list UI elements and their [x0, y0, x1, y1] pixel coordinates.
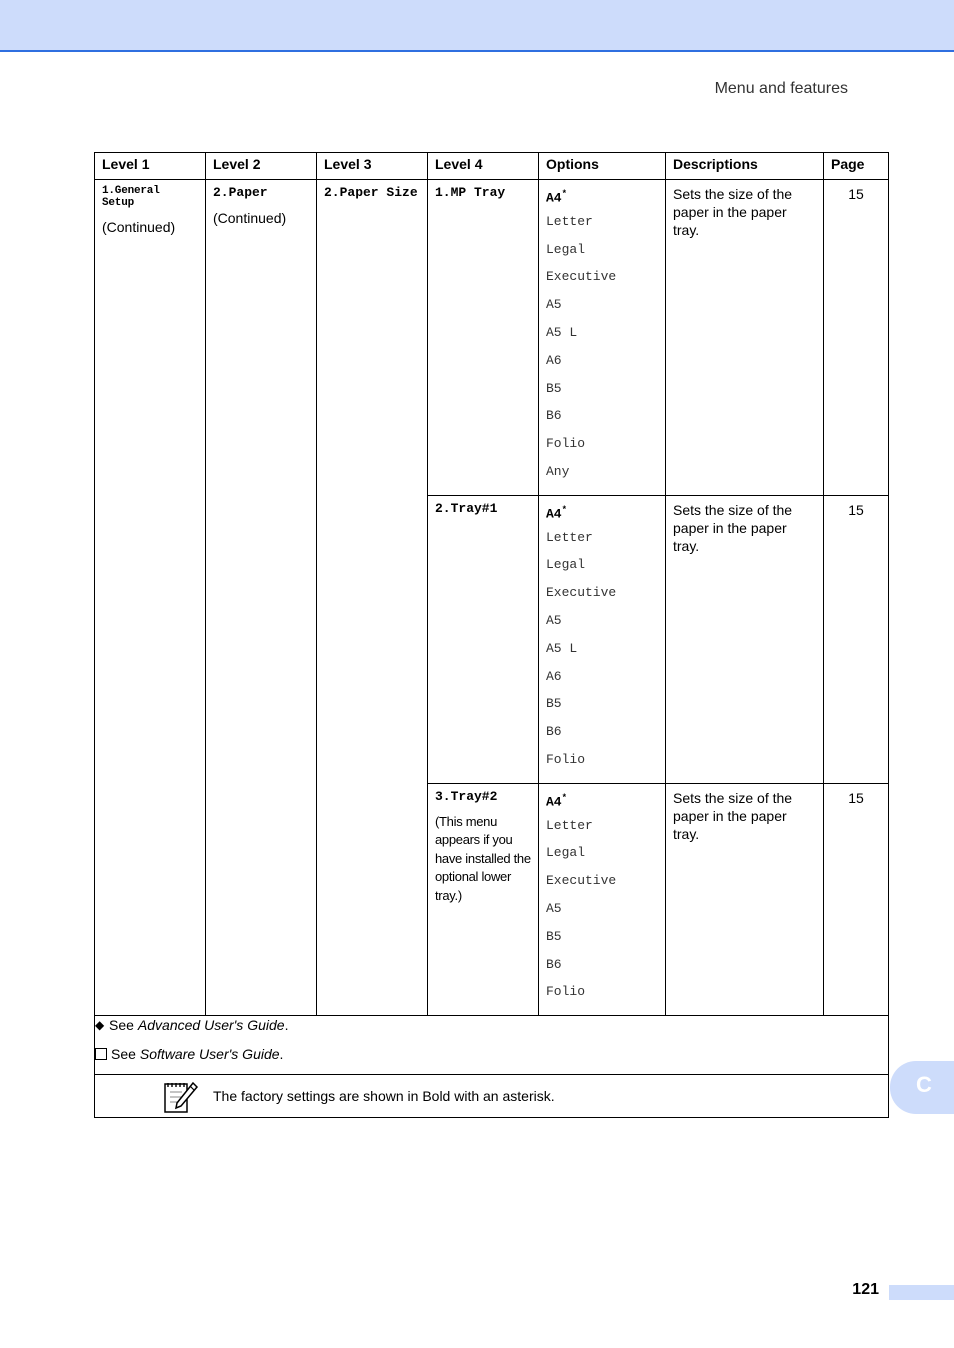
note-pencil-icon: [163, 1080, 199, 1114]
page-cell: [824, 180, 889, 496]
option-label: A4: [546, 794, 562, 810]
option-label: B5: [546, 928, 562, 944]
option-item: [546, 435, 658, 463]
option-item: [546, 844, 658, 872]
option-item: [546, 296, 658, 324]
description-text: Sets the size of the paper in the paper tray.: [673, 501, 793, 554]
note-row: [95, 1075, 889, 1118]
option-label: Executive: [546, 269, 617, 285]
option-item: [546, 529, 658, 557]
page-cell: [824, 783, 889, 1015]
page-ref: 15: [848, 501, 864, 518]
option-item: [546, 956, 658, 984]
option-item: [546, 900, 658, 928]
options-cell: [539, 180, 666, 496]
checkbox-square-icon: [95, 1048, 107, 1060]
option-item: [546, 241, 658, 269]
page-ref: 15: [848, 789, 864, 806]
top-header-band: [0, 0, 954, 52]
option-label: B6: [546, 724, 562, 740]
legend-prefix: See: [109, 1017, 134, 1034]
option-item: [546, 463, 658, 491]
option-label: Letter: [546, 213, 593, 229]
option-item: [546, 751, 658, 779]
legend-guide-name: Advanced User's Guide: [137, 1017, 285, 1034]
option-item: [546, 352, 658, 380]
page-cell: [824, 495, 889, 783]
default-asterisk: *: [561, 504, 568, 515]
option-label: A5: [546, 297, 562, 313]
description-cell: [666, 783, 824, 1015]
description-text: Sets the size of the paper in the paper tray.: [673, 186, 793, 238]
level1-cell: [95, 180, 206, 1016]
option-label: A6: [546, 352, 562, 368]
level4-label: 3.Tray#2: [435, 788, 498, 804]
option-item: [546, 723, 658, 751]
options-cell: [539, 783, 666, 1015]
default-asterisk: *: [561, 189, 568, 199]
level1-continued: (Continued): [102, 219, 176, 235]
option-item: [546, 695, 658, 723]
level4-cell: [428, 180, 539, 496]
option-item: [546, 584, 658, 612]
column-header: Level 2: [206, 153, 317, 180]
option-item: [546, 928, 658, 956]
option-label: Letter: [546, 529, 593, 545]
level4-cell: [428, 495, 539, 783]
level2-cell: [206, 180, 317, 1016]
option-item: [546, 817, 658, 845]
option-label: B5: [546, 696, 562, 712]
level4-label: 2.Tray#1: [435, 500, 498, 516]
option-item-default: [546, 501, 658, 529]
column-header: Level 4: [428, 153, 539, 180]
legend-advanced: [95, 1016, 888, 1034]
level1-label: 1.General Setup: [102, 185, 160, 209]
option-item: [546, 872, 658, 900]
legend-software: [95, 1045, 888, 1063]
column-header: Descriptions: [666, 153, 824, 180]
level4-cell: [428, 783, 539, 1015]
option-item: [546, 612, 658, 640]
option-label: B5: [546, 380, 562, 396]
option-item: [546, 983, 658, 1011]
option-label: Folio: [546, 751, 586, 767]
level2-label: 2.Paper: [213, 185, 268, 200]
option-label: A5: [546, 612, 562, 628]
description-text: Sets the size of the paper in the paper tray.: [673, 789, 793, 842]
option-item-default: [546, 185, 658, 213]
level4-label: 1.MP Tray: [435, 185, 506, 200]
option-item-default: [546, 789, 658, 817]
option-label: A4: [546, 506, 562, 522]
running-header: Menu and features: [714, 80, 848, 97]
note-cell: [95, 1075, 889, 1118]
option-label: Letter: [546, 817, 593, 833]
option-item: [546, 213, 658, 241]
option-label: Any: [546, 463, 570, 479]
column-header: Options: [539, 153, 666, 180]
diamond-icon: ◆: [95, 1018, 105, 1033]
legend-prefix: See: [111, 1046, 136, 1063]
options-cell: [539, 495, 666, 783]
option-item: [546, 556, 658, 584]
menu-table: [94, 152, 889, 1118]
legend-suffix: .: [284, 1017, 289, 1034]
legend-guide-name: Software User's Guide: [139, 1046, 280, 1063]
option-label: A5: [546, 900, 562, 916]
legend-cell: [95, 1016, 889, 1075]
level3-label: 2.Paper Size: [324, 185, 418, 200]
level2-continued: (Continued): [213, 210, 287, 226]
column-header: Level 3: [317, 153, 428, 180]
note-text: The factory settings are shown in Bold with an asterisk.: [213, 1088, 555, 1105]
chapter-letter: C: [916, 1072, 932, 1097]
option-item: [546, 640, 658, 668]
option-item: [546, 268, 658, 296]
option-label: A6: [546, 668, 562, 684]
option-label: B6: [546, 956, 562, 972]
chapter-tab: [890, 1061, 954, 1114]
legend-row: [95, 1016, 889, 1075]
option-label: Legal: [546, 557, 586, 573]
option-label: A4: [546, 190, 562, 206]
options-list: [546, 185, 658, 491]
page-number-bar: [889, 1285, 954, 1300]
description-cell: [666, 180, 824, 496]
option-label: B6: [546, 408, 562, 424]
column-header: Page: [824, 153, 889, 180]
option-label: Executive: [546, 873, 617, 889]
level3-cell: [317, 180, 428, 1016]
option-label: Legal: [546, 241, 586, 257]
options-list: [546, 501, 658, 779]
option-label: Legal: [546, 845, 586, 861]
table-header-row: [95, 153, 889, 180]
table-row: [95, 180, 889, 496]
option-label: Folio: [546, 984, 586, 1000]
page-number: 121: [852, 1281, 879, 1298]
option-label: Executive: [546, 585, 617, 601]
default-asterisk: *: [561, 792, 568, 803]
option-label: A5 L: [546, 640, 578, 656]
option-item: [546, 324, 658, 352]
option-label: A5 L: [546, 324, 578, 340]
level4-note: (This menu appears if you have installed the optional lower tray.): [435, 813, 531, 903]
legend-suffix: .: [279, 1046, 284, 1063]
options-list: [546, 789, 658, 1011]
option-item: [546, 668, 658, 696]
option-item: [546, 407, 658, 435]
description-cell: [666, 495, 824, 783]
option-label: Folio: [546, 436, 586, 452]
page-ref: 15: [848, 186, 864, 202]
column-header: Level 1: [95, 153, 206, 180]
option-item: [546, 380, 658, 408]
